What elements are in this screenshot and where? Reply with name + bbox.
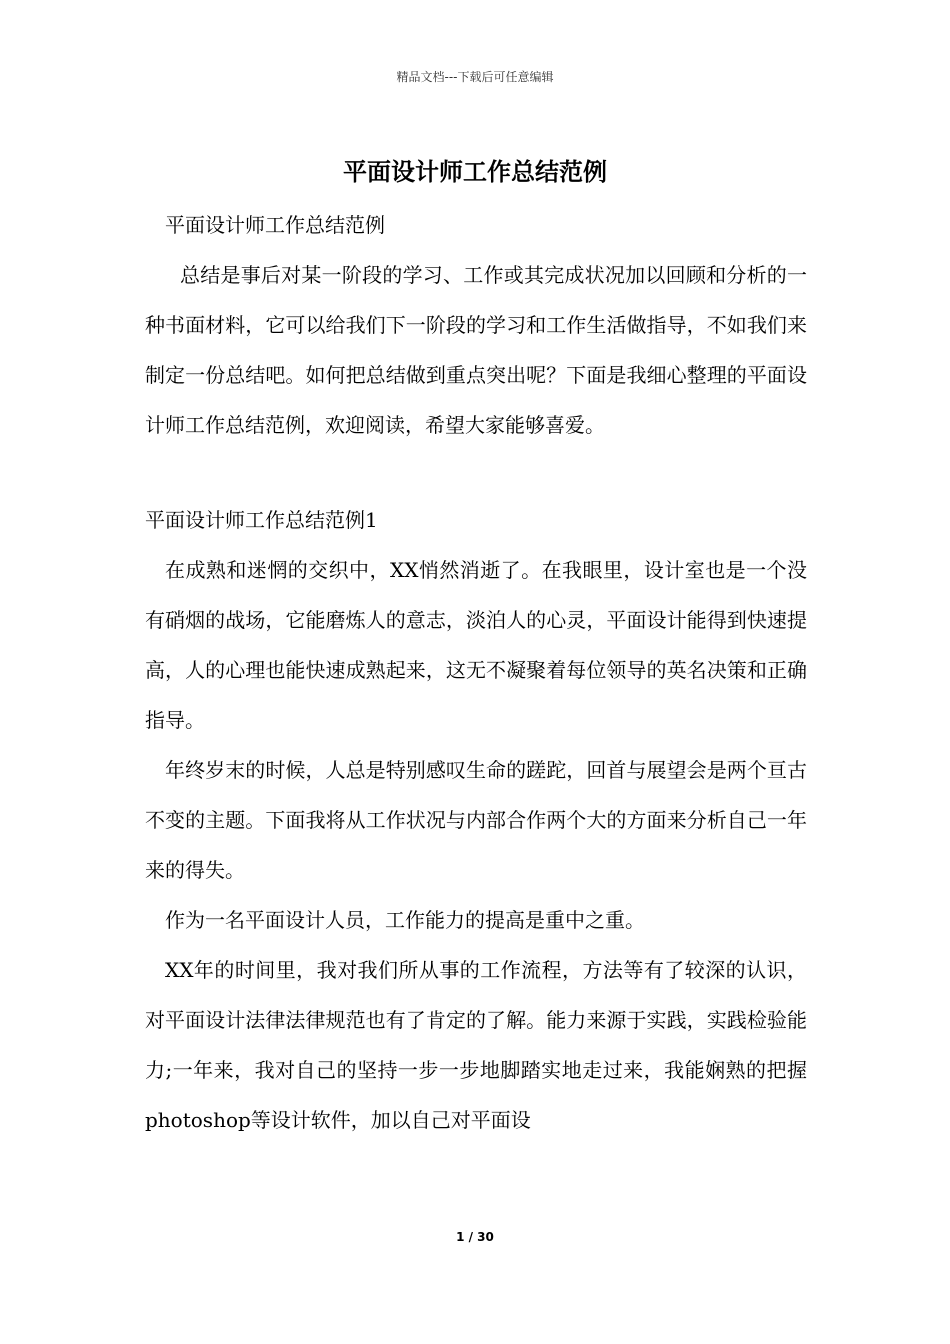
document-body [145,200,807,1145]
paragraph: XX年的时间里，我对我们所从事的工作流程，方法等有了较深的认识，对平面设计法律法律规范也有了肯定的了解。能力来源于实践，实践检验能力;一年来，我对自己的坚持一步一步地脚踏实地走过来，我能娴熟的把握photoshop等设计软件，加以自己对平面设 [145,958,807,1132]
paragraph-subtitle: 平面设计师工作总结范例 [165,213,385,237]
page-header: 精品文档---下载后可任意编辑 [396,70,554,84]
paragraph-gap [145,450,807,495]
paragraph: 年终岁末的时候，人总是特别感叹生命的蹉跎，回首与展望会是两个亘古不变的主题。下面我将从工作状况与内部合作两个大的方面来分析自己一年来的得失。 [145,758,807,882]
paragraph: 作为一名平面设计人员，工作能力的提高是重中之重。 [165,908,645,932]
paragraph: 在成熟和迷惘的交织中，XX悄然消逝了。在我眼里，设计室也是一个没有硝烟的战场，它能磨炼人的意志，淡泊人的心灵，平面设计能得到快速提高，人的心理也能快速成熟起来，这无不凝聚着每位领导的英名决策和正确指导。 [145,558,807,732]
paragraph-intro: 总结是事后对某一阶段的学习、工作或其完成状况加以回顾和分析的一种书面材料，它可以给我们下一阶段的学习和工作生活做指导，不如我们来制定一份总结吧。如何把总结做到重点突出呢？下面是我细心整理的平面设计师工作总结范例，欢迎阅读，希望大家能够喜爱。 [145,263,807,437]
section-heading-1: 平面设计师工作总结范例1 [145,508,378,532]
page-number: 1 / 30 [456,1230,494,1244]
document-title: 平面设计师工作总结范例 [343,158,607,186]
